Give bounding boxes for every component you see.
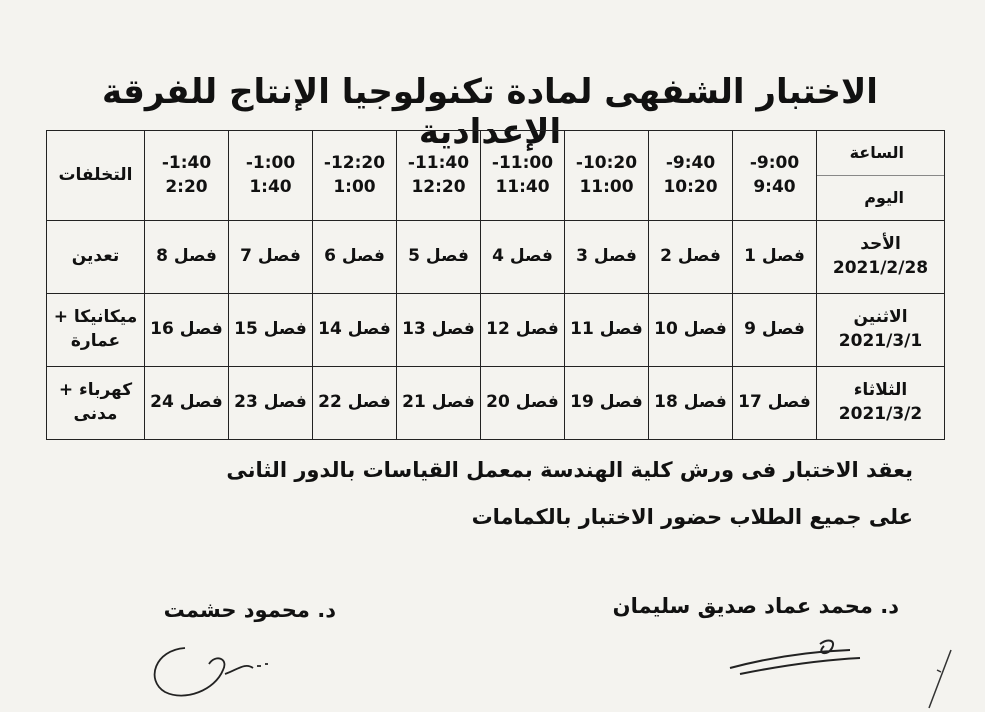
section-cell: فصل 11	[565, 294, 649, 367]
section-cell: فصل 22	[313, 367, 397, 440]
mask-note: على جميع الطلاب حضور الاختبار بالكمامات	[471, 505, 913, 529]
section-cell: فصل 9	[733, 294, 817, 367]
section-cell: فصل 4	[481, 221, 565, 294]
section-cell: فصل 24	[145, 367, 229, 440]
handwritten-signature-right	[720, 630, 870, 680]
time-slot-header: 11:40- 12:20	[397, 131, 481, 221]
header-corner-cell	[817, 131, 945, 221]
section-cell: فصل 5	[397, 221, 481, 294]
extra-cell: تعدين	[47, 221, 145, 294]
document-title: الاختبار الشفهى لمادة تكنولوجيا الإنتاج للفرقة الإعدادية	[102, 72, 878, 152]
signatory-left-name: د. محمود حشمت	[163, 598, 336, 622]
location-note: يعقد الاختبار فى ورش كلية الهندسة بمعمل القياسات بالدور الثانى	[226, 458, 913, 482]
section-cell: فصل 8	[145, 221, 229, 294]
time-slot-header: 1:40- 2:20	[145, 131, 229, 221]
handwritten-signature-left	[145, 640, 275, 700]
exam-schedule-table	[46, 130, 945, 440]
time-slot-header: 1:00- 1:40	[229, 131, 313, 221]
section-cell: فصل 20	[481, 367, 565, 440]
section-cell: فصل 3	[565, 221, 649, 294]
section-cell: فصل 10	[649, 294, 733, 367]
section-cell: فصل 19	[565, 367, 649, 440]
section-cell: فصل 17	[733, 367, 817, 440]
day-cell: الأحد 2021/2/28	[817, 221, 945, 294]
section-cell: فصل 13	[397, 294, 481, 367]
extra-cell: ميكانيكا + عمارة	[47, 294, 145, 367]
header-day-label: اليوم	[864, 187, 904, 207]
time-slot-header: 11:00- 11:40	[481, 131, 565, 221]
table-row	[47, 221, 945, 294]
section-cell: فصل 15	[229, 294, 313, 367]
margin-pen-mark	[925, 640, 955, 710]
time-slot-header: 10:20- 11:00	[565, 131, 649, 221]
time-slot-header: 9:00- 9:40	[733, 131, 817, 221]
table-row	[47, 367, 945, 440]
section-cell: فصل 23	[229, 367, 313, 440]
extra-column-header: التخلفات	[47, 131, 145, 221]
section-cell: فصل 7	[229, 221, 313, 294]
section-cell: فصل 21	[397, 367, 481, 440]
day-cell: الثلاثاء 2021/3/2	[817, 367, 945, 440]
day-cell: الاثنين 2021/3/1	[817, 294, 945, 367]
section-cell: فصل 16	[145, 294, 229, 367]
table-row	[47, 294, 945, 367]
extra-cell: كهرباء + مدنى	[47, 367, 145, 440]
signatory-right-name: د. محمد عماد صديق سليمان	[612, 594, 899, 618]
table-header-row	[47, 131, 945, 221]
section-cell: فصل 14	[313, 294, 397, 367]
header-time-label: الساعة	[817, 132, 944, 177]
time-slot-header: 12:20- 1:00	[313, 131, 397, 221]
section-cell: فصل 18	[649, 367, 733, 440]
section-cell: فصل 2	[649, 221, 733, 294]
time-slot-header: 9:40- 10:20	[649, 131, 733, 221]
section-cell: فصل 6	[313, 221, 397, 294]
section-cell: فصل 1	[733, 221, 817, 294]
section-cell: فصل 12	[481, 294, 565, 367]
